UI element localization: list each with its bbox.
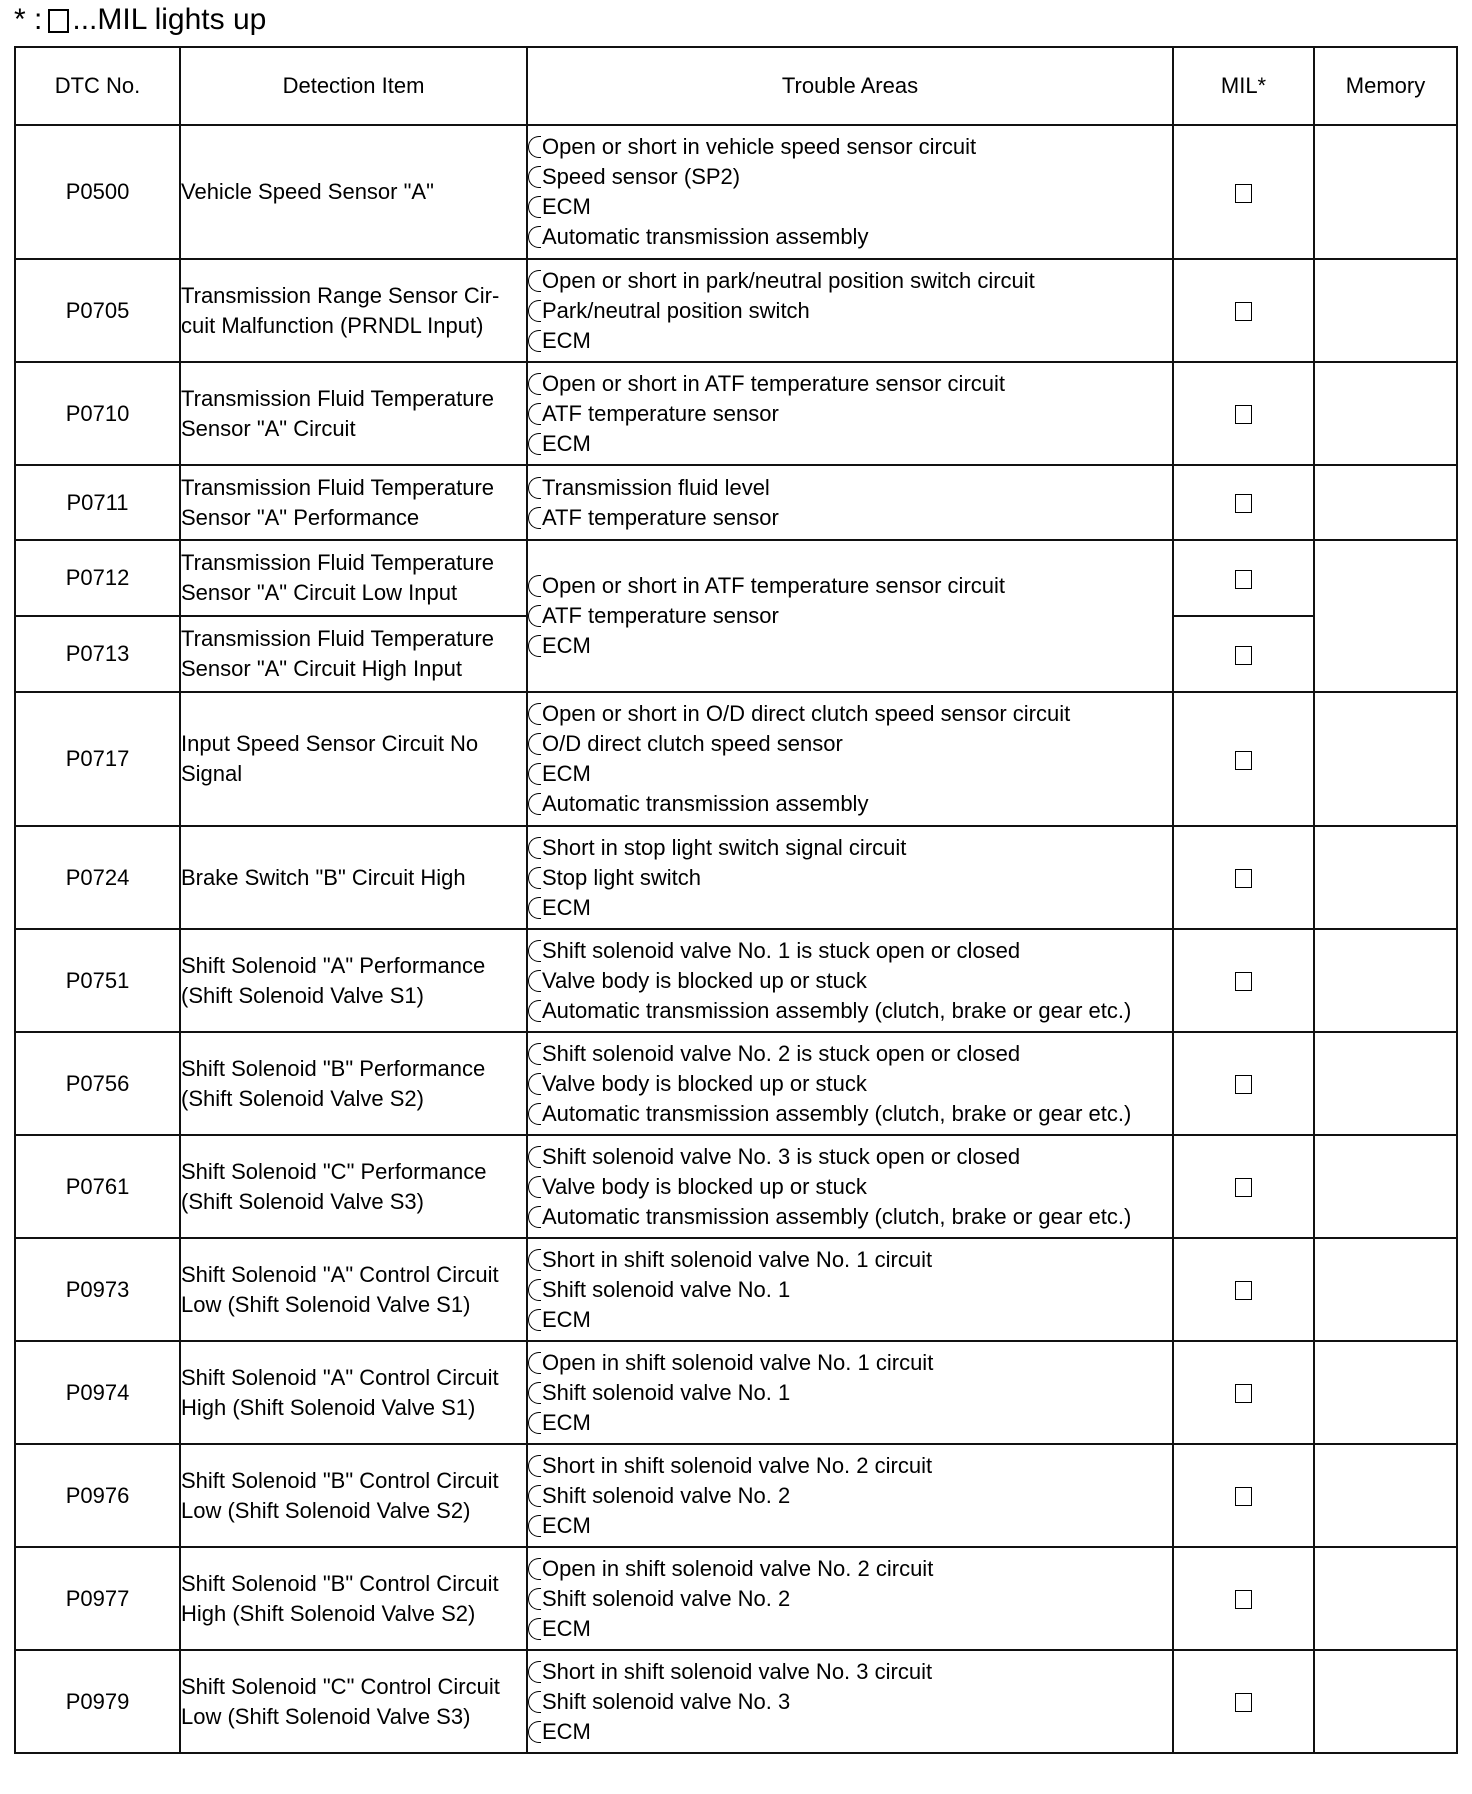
mil-cell xyxy=(1173,616,1314,692)
bullet-icon xyxy=(528,733,541,755)
table-row xyxy=(15,259,1457,362)
trouble-area-item: Short in shift solenoid valve No. 3 circuit xyxy=(528,1657,1172,1687)
table-row xyxy=(15,540,1457,616)
header-dtc-no: DTC No. xyxy=(15,47,180,125)
bullet-icon xyxy=(528,703,541,725)
trouble-areas xyxy=(527,1135,1173,1238)
mil-box-icon xyxy=(48,9,69,33)
detection-item: Input Speed Sensor Circuit No Signal xyxy=(180,692,527,826)
trouble-area-item: Shift solenoid valve No. 2 xyxy=(528,1481,1172,1511)
dtc-code: P0717 xyxy=(15,692,180,826)
bullet-icon xyxy=(528,793,541,815)
trouble-area-item: O/D direct clutch speed sensor xyxy=(528,729,1172,759)
bullet-icon xyxy=(528,1412,541,1434)
trouble-areas xyxy=(527,1238,1173,1341)
detection-item: Shift Solenoid "B" Control Circuit Low (Shift Solenoid Valve S2) xyxy=(180,1444,527,1547)
dtc-code: P0977 xyxy=(15,1547,180,1650)
trouble-areas xyxy=(527,1341,1173,1444)
detection-item: Shift Solenoid "C" Control Circuit Low (Shift Solenoid Valve S3) xyxy=(180,1650,527,1753)
memory-cell xyxy=(1314,125,1457,259)
trouble-area-item: Open or short in park/neutral position switch circuit xyxy=(528,266,1172,296)
bullet-icon xyxy=(528,1206,541,1228)
bullet-icon xyxy=(528,1455,541,1477)
bullet-icon xyxy=(528,226,541,248)
mil-box-icon xyxy=(1235,646,1252,665)
table-row xyxy=(15,1238,1457,1341)
bullet-icon xyxy=(528,1382,541,1404)
detection-item: Shift Solenoid "B" Control Circuit High (Shift Solenoid Valve S2) xyxy=(180,1547,527,1650)
trouble-areas xyxy=(527,259,1173,362)
trouble-area-item: Open in shift solenoid valve No. 2 circuit xyxy=(528,1554,1172,1584)
trouble-areas xyxy=(527,929,1173,1032)
bullet-icon xyxy=(528,970,541,992)
mil-box-icon xyxy=(1235,1281,1252,1300)
bullet-icon xyxy=(528,1146,541,1168)
bullet-icon xyxy=(528,837,541,859)
table-row xyxy=(15,826,1457,929)
memory-cell xyxy=(1314,1650,1457,1753)
trouble-areas xyxy=(527,125,1173,259)
memory-cell xyxy=(1314,259,1457,362)
table-row xyxy=(15,1135,1457,1238)
mil-box-icon xyxy=(1235,405,1252,424)
mil-cell xyxy=(1173,1341,1314,1444)
trouble-area-item: Valve body is blocked up or stuck xyxy=(528,966,1172,996)
table-row xyxy=(15,1444,1457,1547)
detection-item: Transmission Fluid Temperature Sensor "A" Circuit High Input xyxy=(180,616,527,692)
trouble-areas xyxy=(527,1650,1173,1753)
dtc-code: P0979 xyxy=(15,1650,180,1753)
bullet-icon xyxy=(528,1588,541,1610)
trouble-area-item: Valve body is blocked up or stuck xyxy=(528,1069,1172,1099)
bullet-icon xyxy=(528,166,541,188)
dtc-code: P0711 xyxy=(15,465,180,540)
mil-box-icon xyxy=(1235,1384,1252,1403)
trouble-area-item: Open or short in O/D direct clutch speed sensor circuit xyxy=(528,699,1172,729)
table-row xyxy=(15,362,1457,465)
dtc-code: P0712 xyxy=(15,540,180,616)
bullet-icon xyxy=(528,1661,541,1683)
dtc-code: P0724 xyxy=(15,826,180,929)
memory-cell xyxy=(1314,1032,1457,1135)
detection-item: Shift Solenoid "A" Control Circuit High (Shift Solenoid Valve S1) xyxy=(180,1341,527,1444)
trouble-area-item: Shift solenoid valve No. 1 xyxy=(528,1275,1172,1305)
dtc-code: P0974 xyxy=(15,1341,180,1444)
table-row xyxy=(15,465,1457,540)
dtc-code: P0500 xyxy=(15,125,180,259)
mil-cell xyxy=(1173,1650,1314,1753)
mil-cell xyxy=(1173,826,1314,929)
trouble-area-item: Shift solenoid valve No. 3 xyxy=(528,1687,1172,1717)
trouble-areas xyxy=(527,362,1173,465)
header-memory: Memory xyxy=(1314,47,1457,125)
trouble-area-item: ATF temperature sensor xyxy=(528,601,1172,631)
bullet-icon xyxy=(528,1691,541,1713)
trouble-areas xyxy=(527,1444,1173,1547)
dtc-code: P0751 xyxy=(15,929,180,1032)
detection-item: Transmission Fluid Temperature Sensor "A" Circuit xyxy=(180,362,527,465)
bullet-icon xyxy=(528,1073,541,1095)
memory-cell xyxy=(1314,1135,1457,1238)
trouble-area-item: Shift solenoid valve No. 3 is stuck open or closed xyxy=(528,1142,1172,1172)
detection-item: Shift Solenoid "B" Performance (Shift Solenoid Valve S2) xyxy=(180,1032,527,1135)
legend-text: ...MIL lights up xyxy=(72,3,267,36)
trouble-area-item: Open or short in vehicle speed sensor circuit xyxy=(528,132,1172,162)
bullet-icon xyxy=(528,897,541,919)
mil-box-icon xyxy=(1235,302,1252,321)
bullet-icon xyxy=(528,507,541,529)
bullet-icon xyxy=(528,1103,541,1125)
trouble-area-item: ECM xyxy=(528,1717,1172,1747)
mil-cell xyxy=(1173,125,1314,259)
trouble-areas xyxy=(527,540,1173,692)
bullet-icon xyxy=(528,300,541,322)
header-trouble-areas: Trouble Areas xyxy=(527,47,1173,125)
bullet-icon xyxy=(528,477,541,499)
trouble-areas xyxy=(527,1547,1173,1650)
table-row xyxy=(15,1032,1457,1135)
bullet-icon xyxy=(528,1515,541,1537)
table-row xyxy=(15,125,1457,259)
mil-cell xyxy=(1173,1032,1314,1135)
detection-item: Shift Solenoid "C" Performance (Shift Solenoid Valve S3) xyxy=(180,1135,527,1238)
bullet-icon xyxy=(528,940,541,962)
detection-item: Transmission Range Sensor Cir-cuit Malfunction (PRNDL Input) xyxy=(180,259,527,362)
mil-box-icon xyxy=(1235,1075,1252,1094)
trouble-area-item: Open or short in ATF temperature sensor circuit xyxy=(528,369,1172,399)
trouble-area-item: ECM xyxy=(528,1511,1172,1541)
bullet-icon xyxy=(528,433,541,455)
trouble-area-item: Short in stop light switch signal circuit xyxy=(528,833,1172,863)
trouble-area-item: Transmission fluid level xyxy=(528,473,1172,503)
bullet-icon xyxy=(528,1352,541,1374)
trouble-area-item: ECM xyxy=(528,326,1172,356)
detection-item: Shift Solenoid "A" Performance (Shift Solenoid Valve S1) xyxy=(180,929,527,1032)
bullet-icon xyxy=(528,1000,541,1022)
detection-item: Brake Switch "B" Circuit High xyxy=(180,826,527,929)
bullet-icon xyxy=(528,196,541,218)
mil-box-icon xyxy=(1235,1693,1252,1712)
trouble-areas xyxy=(527,692,1173,826)
bullet-icon xyxy=(528,1558,541,1580)
memory-cell xyxy=(1314,692,1457,826)
bullet-icon xyxy=(528,763,541,785)
detection-item: Transmission Fluid Temperature Sensor "A" Performance xyxy=(180,465,527,540)
bullet-icon xyxy=(528,635,541,657)
bullet-icon xyxy=(528,1176,541,1198)
memory-cell xyxy=(1314,540,1457,692)
table-row xyxy=(15,929,1457,1032)
trouble-area-item: Shift solenoid valve No. 1 is stuck open or closed xyxy=(528,936,1172,966)
trouble-area-item: Open in shift solenoid valve No. 1 circuit xyxy=(528,1348,1172,1378)
bullet-icon xyxy=(528,270,541,292)
memory-cell xyxy=(1314,1547,1457,1650)
bullet-icon xyxy=(528,605,541,627)
table-row xyxy=(15,1650,1457,1753)
header-detection-item: Detection Item xyxy=(180,47,527,125)
trouble-area-item: Speed sensor (SP2) xyxy=(528,162,1172,192)
trouble-area-item: Automatic transmission assembly xyxy=(528,222,1172,252)
bullet-icon xyxy=(528,330,541,352)
trouble-areas xyxy=(527,1032,1173,1135)
mil-cell xyxy=(1173,692,1314,826)
bullet-icon xyxy=(528,1618,541,1640)
bullet-icon xyxy=(528,867,541,889)
dtc-code: P0973 xyxy=(15,1238,180,1341)
legend-prefix: * : xyxy=(14,3,43,36)
bullet-icon xyxy=(528,1721,541,1743)
trouble-area-item: Short in shift solenoid valve No. 1 circuit xyxy=(528,1245,1172,1275)
dtc-code: P0976 xyxy=(15,1444,180,1547)
memory-cell xyxy=(1314,362,1457,465)
detection-item: Vehicle Speed Sensor "A" xyxy=(180,125,527,259)
mil-box-icon xyxy=(1235,751,1252,770)
trouble-area-item: ECM xyxy=(528,192,1172,222)
trouble-areas xyxy=(527,826,1173,929)
memory-cell xyxy=(1314,929,1457,1032)
table-row xyxy=(15,1341,1457,1444)
bullet-icon xyxy=(528,403,541,425)
trouble-area-item: Open or short in ATF temperature sensor circuit xyxy=(528,571,1172,601)
trouble-area-item: Stop light switch xyxy=(528,863,1172,893)
memory-cell xyxy=(1314,1341,1457,1444)
table-row xyxy=(15,692,1457,826)
header-mil: MIL* xyxy=(1173,47,1314,125)
mil-box-icon xyxy=(1235,1487,1252,1506)
bullet-icon xyxy=(528,575,541,597)
trouble-area-item: Automatic transmission assembly (clutch, brake or gear etc.) xyxy=(528,1202,1172,1232)
mil-box-icon xyxy=(1235,869,1252,888)
detection-item: Transmission Fluid Temperature Sensor "A" Circuit Low Input xyxy=(180,540,527,616)
trouble-area-item: ATF temperature sensor xyxy=(528,399,1172,429)
bullet-icon xyxy=(528,136,541,158)
trouble-area-item: Shift solenoid valve No. 2 is stuck open or closed xyxy=(528,1039,1172,1069)
trouble-area-item: Short in shift solenoid valve No. 2 circuit xyxy=(528,1451,1172,1481)
mil-cell xyxy=(1173,465,1314,540)
trouble-area-item: ECM xyxy=(528,759,1172,789)
memory-cell xyxy=(1314,465,1457,540)
bullet-icon xyxy=(528,1309,541,1331)
mil-cell xyxy=(1173,1547,1314,1650)
detection-item: Shift Solenoid "A" Control Circuit Low (Shift Solenoid Valve S1) xyxy=(180,1238,527,1341)
trouble-area-item: Automatic transmission assembly (clutch, brake or gear etc.) xyxy=(528,996,1172,1026)
table-header-row xyxy=(15,47,1457,125)
dtc-code: P0761 xyxy=(15,1135,180,1238)
table-row xyxy=(15,1547,1457,1650)
dtc-table xyxy=(14,46,1458,1754)
bullet-icon xyxy=(528,1043,541,1065)
trouble-areas xyxy=(527,465,1173,540)
dtc-code: P0710 xyxy=(15,362,180,465)
mil-cell xyxy=(1173,259,1314,362)
mil-cell xyxy=(1173,929,1314,1032)
bullet-icon xyxy=(528,1485,541,1507)
mil-box-icon xyxy=(1235,1178,1252,1197)
trouble-area-item: Valve body is blocked up or stuck xyxy=(528,1172,1172,1202)
trouble-area-item: ECM xyxy=(528,1408,1172,1438)
trouble-area-item: Automatic transmission assembly xyxy=(528,789,1172,819)
trouble-area-item: Shift solenoid valve No. 1 xyxy=(528,1378,1172,1408)
memory-cell xyxy=(1314,1444,1457,1547)
trouble-area-item: ECM xyxy=(528,1305,1172,1335)
bullet-icon xyxy=(528,373,541,395)
bullet-icon xyxy=(528,1279,541,1301)
mil-box-icon xyxy=(1235,972,1252,991)
mil-box-icon xyxy=(1235,1590,1252,1609)
mil-box-icon xyxy=(1235,570,1252,589)
mil-legend xyxy=(14,2,266,38)
mil-cell xyxy=(1173,540,1314,616)
mil-cell xyxy=(1173,1444,1314,1547)
trouble-area-item: ECM xyxy=(528,631,1172,661)
mil-cell xyxy=(1173,1238,1314,1341)
bullet-icon xyxy=(528,1249,541,1271)
trouble-area-item: Park/neutral position switch xyxy=(528,296,1172,326)
dtc-code: P0713 xyxy=(15,616,180,692)
dtc-code: P0756 xyxy=(15,1032,180,1135)
trouble-area-item: ECM xyxy=(528,1614,1172,1644)
memory-cell xyxy=(1314,826,1457,929)
mil-cell xyxy=(1173,362,1314,465)
trouble-area-item: ECM xyxy=(528,893,1172,923)
trouble-area-item: Automatic transmission assembly (clutch, brake or gear etc.) xyxy=(528,1099,1172,1129)
mil-box-icon xyxy=(1235,184,1252,203)
memory-cell xyxy=(1314,1238,1457,1341)
mil-box-icon xyxy=(1235,494,1252,513)
dtc-code: P0705 xyxy=(15,259,180,362)
trouble-area-item: ATF temperature sensor xyxy=(528,503,1172,533)
trouble-area-item: Shift solenoid valve No. 2 xyxy=(528,1584,1172,1614)
mil-cell xyxy=(1173,1135,1314,1238)
trouble-area-item: ECM xyxy=(528,429,1172,459)
